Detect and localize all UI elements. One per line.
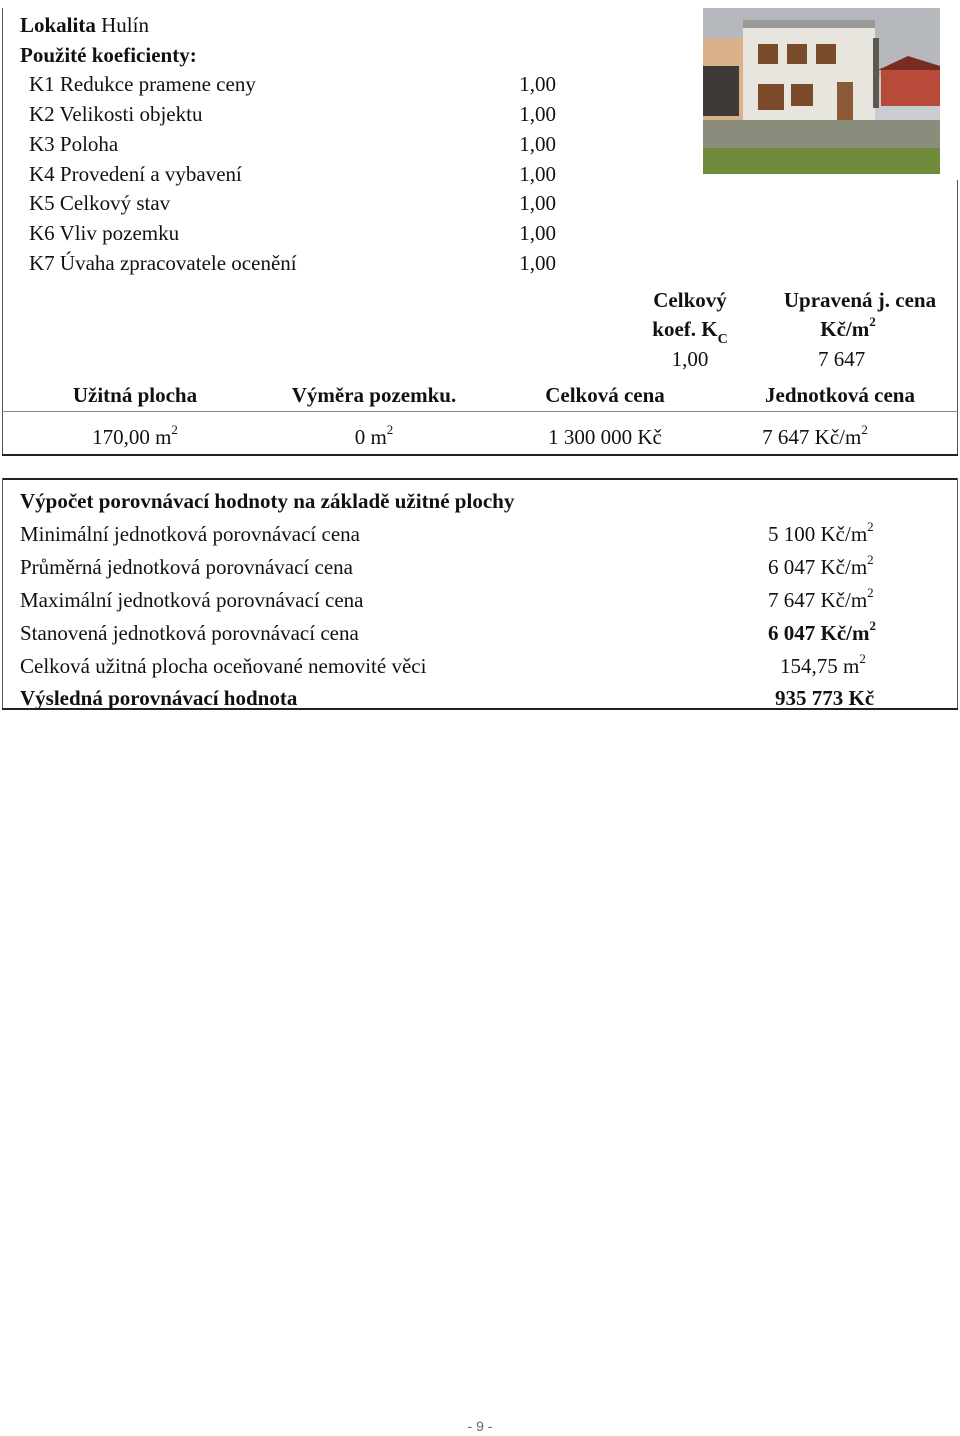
superscript: 2: [867, 519, 874, 534]
calc-row-value: [768, 552, 874, 579]
table-bottom-border: [2, 454, 958, 456]
coefficient-label: K4 Provedení a vybavení: [29, 162, 242, 186]
header-celkova-cena: Celková cena: [545, 383, 665, 407]
coefficient-value: 1,00: [519, 191, 556, 215]
superscript: 2: [867, 585, 874, 600]
upravena-cena-line2: [758, 314, 938, 341]
coefficient-value: 1,00: [519, 162, 556, 186]
superscript: 2: [861, 422, 868, 437]
lokalita-value: Hulín: [101, 13, 149, 37]
upravena-cena-value: 7 647: [818, 347, 866, 371]
result-value: 935 773 Kč: [775, 686, 875, 710]
coefficient-label: K3 Poloha: [29, 132, 119, 156]
header-jednotkova-cena: Jednotková cena: [765, 383, 915, 407]
coefficient-label: K6 Vliv pozemku: [29, 221, 180, 245]
celkovy-koef-label: koef. K: [652, 317, 718, 341]
value-celkova-cena: 1 300 000 Kč: [548, 425, 662, 449]
calc-row-value: [768, 618, 876, 645]
calc-row-label: Minimální jednotková porovnávací cena: [20, 522, 360, 546]
value-vymera-pozemku: [278, 422, 470, 449]
coefficient-label: K2 Velikosti objektu: [29, 102, 203, 126]
left-border: [2, 8, 3, 455]
upravena-cena-unit: Kč/m: [820, 317, 870, 341]
calc-row-value-text: 154,75 m: [780, 654, 860, 678]
page-number: - 9 -: [467, 1418, 493, 1434]
header-vymera-pozemku: Výměra pozemku.: [291, 383, 457, 407]
coefficient-value: 1,00: [519, 132, 556, 156]
value-uzitna-plocha: [40, 422, 230, 449]
calc-heading: Výpočet porovnávací hodnoty na základě užitné plochy: [20, 489, 515, 513]
vymera-pozemku-text: 0 m: [354, 425, 387, 449]
coefficient-value: 1,00: [519, 72, 556, 96]
calc-row-label: Stanovená jednotková porovnávací cena: [20, 621, 359, 645]
coefficient-value: 1,00: [519, 221, 556, 245]
coefficient-label: K7 Úvaha zpracovatele ocenění: [29, 251, 297, 275]
superscript: 2: [171, 422, 178, 437]
calc-row-value-text: 7 647 Kč/m: [768, 588, 868, 612]
calc-row-label: Maximální jednotková porovnávací cena: [20, 588, 364, 612]
upravena-cena-line1: Upravená j. cena: [783, 288, 937, 312]
lokalita-line: [20, 13, 149, 37]
coefficient-value: 1,00: [519, 102, 556, 126]
calc-left-border: [2, 478, 3, 709]
calc-row-value-text: 6 047 Kč/m: [768, 555, 868, 579]
value-jednotkova-cena: [715, 422, 915, 449]
celkovy-koef-sub: C: [717, 332, 728, 348]
lokalita-label: Lokalita: [20, 13, 96, 37]
superscript: 2: [859, 651, 866, 666]
superscript: 2: [867, 552, 874, 567]
celkovy-koef-value: 1,00: [671, 347, 709, 371]
coefficients-heading: Použité koeficienty:: [20, 43, 197, 67]
calc-right-border: [957, 478, 958, 709]
coefficient-label: K5 Celkový stav: [29, 191, 171, 215]
jednotkova-cena-text: 7 647 Kč/m: [762, 425, 862, 449]
celkovy-koef-line1: Celkový: [653, 288, 727, 312]
calc-row-value: [780, 651, 866, 678]
header-uzitna-plocha: Užitná plocha: [72, 383, 198, 407]
right-border: [957, 180, 958, 455]
superscript: 2: [869, 314, 876, 329]
calc-row-value: [768, 585, 874, 612]
calc-row-label: Výsledná porovnávací hodnota: [20, 686, 298, 710]
superscript: 2: [869, 618, 876, 633]
calc-top-border: [2, 478, 958, 480]
property-photo: [703, 8, 940, 174]
uzitna-plocha-text: 170,00 m: [92, 425, 172, 449]
calc-row-value-text: 6 047 Kč/m: [768, 621, 870, 645]
calc-row-value-text: 5 100 Kč/m: [768, 522, 868, 546]
calc-row-label: Průměrná jednotková porovnávací cena: [20, 555, 353, 579]
divider: [2, 411, 958, 412]
coefficient-value: 1,00: [519, 251, 556, 275]
calc-row-value: [768, 519, 874, 546]
coefficient-label: K1 Redukce pramene ceny: [29, 72, 256, 96]
superscript: 2: [386, 422, 394, 437]
calc-row-label: Celková užitná plocha oceňované nemovité věci: [20, 654, 427, 678]
celkovy-koef-line2: [640, 317, 740, 348]
